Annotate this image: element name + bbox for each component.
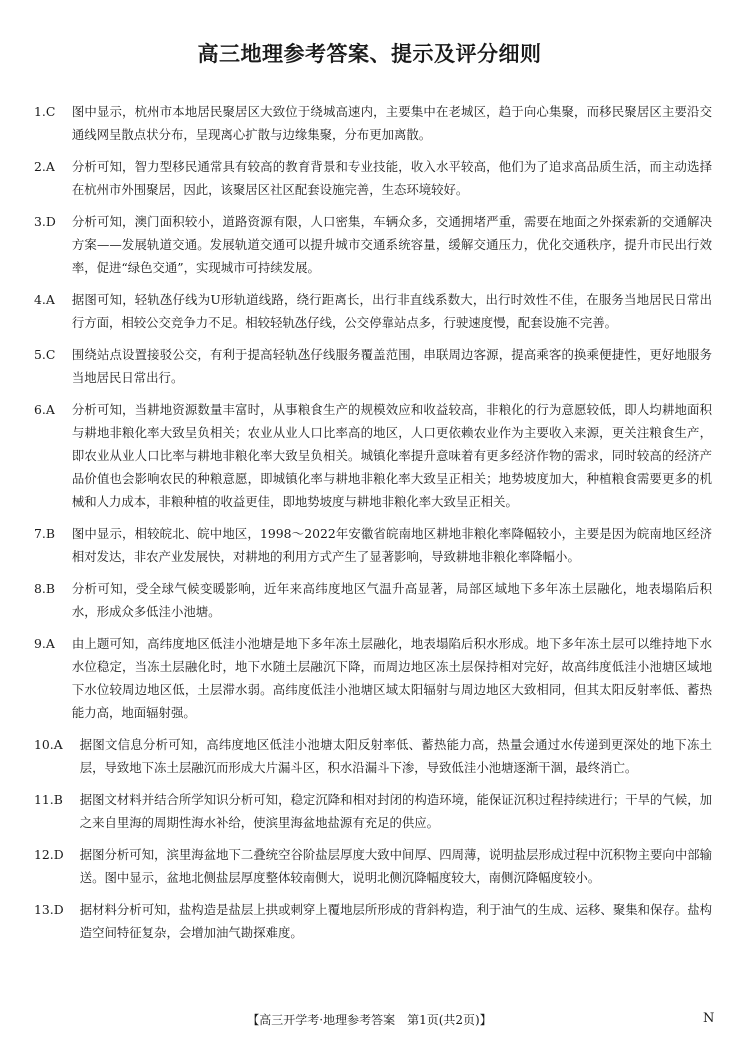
answer-item <box>34 898 712 944</box>
answer-letter: A <box>45 402 55 417</box>
answer-explanation: 分析可知，澳门面积较小，道路资源有限，人口密集，车辆众多，交通拥堵严重，需要在地面之外探索新的交通解决方案——发展轨道交通。发展轨道交通可以提升城市交通系统容量，缓解交通压力，优化交通秩序，提升市民出行效率，促进“绿色交通”，实现城市可持续发展。 <box>71 214 712 275</box>
answer-lead <box>34 522 72 545</box>
question-number: 12. <box>34 847 54 862</box>
answer-lead <box>34 288 72 311</box>
answer-item <box>34 843 712 889</box>
answer-lead <box>34 210 72 233</box>
answer-lead <box>34 788 80 811</box>
answer-letter: A <box>45 292 55 307</box>
answer-item <box>34 155 712 201</box>
answer-item <box>34 733 712 779</box>
question-number: 2. <box>34 159 46 174</box>
answer-lead <box>34 343 72 366</box>
answer-letter: C <box>45 347 56 362</box>
question-number: 4. <box>34 292 46 307</box>
answer-letter: B <box>53 792 63 807</box>
answer-lead <box>34 155 72 178</box>
answer-letter: A <box>45 159 55 174</box>
answer-letter: B <box>45 581 55 596</box>
question-number: 7. <box>34 526 46 541</box>
question-number: 11. <box>34 792 54 807</box>
answer-lead <box>34 733 80 756</box>
answer-letter: A <box>53 737 63 752</box>
question-number: 1. <box>34 104 46 119</box>
question-number: 3. <box>34 214 46 229</box>
answer-lead <box>34 100 72 123</box>
answer-letter: A <box>45 636 55 651</box>
question-number: 13. <box>34 902 54 917</box>
answer-letter: D <box>53 847 64 862</box>
answer-explanation: 分析可知，智力型移民通常具有较高的教育背景和专业技能，收入水平较高，他们为了追求高品质生活，而主动选择在杭州市外围聚居，因此，该聚居区社区配套设施完善，生态环境较好。 <box>71 159 712 197</box>
answer-item <box>34 100 712 146</box>
page-footer: 【高三开学考·地理参考答案 第1页(共2页)】 <box>247 1013 492 1027</box>
answer-item <box>34 398 712 513</box>
answer-explanation: 图中显示，杭州市本地居民聚居区大致位于绕城高速内，主要集中在老城区，趋于向心集聚，而移民聚居区主要沿交通线网呈散点状分布，呈现离心扩散与边缘集聚，分布更加离散。 <box>71 104 712 142</box>
answer-lead <box>34 898 80 921</box>
answer-explanation: 分析可知，当耕地资源数量丰富时，从事粮食生产的规模效应和收益较高，非粮化的行为意愿较低，即人均耕地面积与耕地非粮化率大致呈负相关；农业从业人口比率高的地区，人口更依赖农业作为主要收入来源，更关注粮食生产，即农业从业人口比率与耕地非粮化率大致呈负相关。城镇化率提升意味着有更多经济作物的需求，同时较高的经济产品价值也会影响农民的种粮意愿，即城镇化率与耕地非粮化率大致呈正相关；地势坡度加大，种植粮食需要更多的机械和人力成本，非粮种植的收益更佳，即地势坡度与耕地非粮化率大致呈正相关。 <box>71 402 712 509</box>
question-number: 5. <box>34 347 46 362</box>
version-letter: N <box>703 1011 715 1026</box>
answer-explanation: 据图可知，轻轨氹仔线为U形轨道线路，绕行距离长，出行非直线系数大，出行时效性不佳，在服务当地居民日常出行方面，相较公交竞争力不足。相较轻轨氹仔线，公交停靠站点多，行驶速度慢，配套设施不完善。 <box>71 292 712 330</box>
answer-letter: B <box>45 526 55 541</box>
answer-item <box>34 522 712 568</box>
answer-explanation: 围绕站点设置接驳公交，有利于提高轻轨氹仔线服务覆盖范围，串联周边客源，提高乘客的换乘便捷性，更好地服务当地居民日常出行。 <box>71 347 712 385</box>
answer-explanation: 据图文材料并结合所学知识分析可知，稳定沉降和相对封闭的构造环境，能保证沉积过程持续进行；干旱的气候，加之来自里海的周期性海水补给，使滨里海盆地盐源有充足的供应。 <box>79 792 712 830</box>
answer-item <box>34 788 712 834</box>
answer-explanation: 由上题可知，高纬度地区低洼小池塘是地下多年冻土层融化，地表塌陷后积水形成。地下多年冻土层可以维持地下水水位稳定，当冻土层融化时，地下水随土层融沉下降，而周边地区冻土层保持相对完好，故高纬度低洼小池塘区域地下水位较周边地区低，土层滞水弱。高纬度低洼小池塘区域太阳辐射与周边地区大致相同，但其太阳反射率低、蓄热能力高，地面辐射强。 <box>71 636 712 720</box>
question-number: 9. <box>34 636 46 651</box>
answer-list <box>34 100 712 953</box>
page-title: 高三地理参考答案、提示及评分细则 <box>197 42 542 66</box>
answer-explanation: 图中显示，相较皖北、皖中地区，1998～2022年安徽省皖南地区耕地非粮化率降幅较小，主要是因为皖南地区经济相对发达，非农产业发展快，对耕地的利用方式产生了显著影响，导致耕地非粮化率降幅小。 <box>71 526 712 564</box>
question-number: 8. <box>34 581 46 596</box>
answer-lead <box>34 632 72 655</box>
answer-item <box>34 343 712 389</box>
answer-letter: D <box>45 214 56 229</box>
answer-letter: C <box>45 104 56 119</box>
answer-explanation: 据材料分析可知，盐构造是盐层上拱或刺穿上覆地层所形成的背斜构造，利于油气的生成、运移、聚集和保存。盐构造空间特征复杂，会增加油气勘探难度。 <box>79 902 712 940</box>
question-number: 6. <box>34 402 46 417</box>
answer-explanation: 分析可知，受全球气候变暖影响，近年来高纬度地区气温升高显著，局部区域地下多年冻土层融化，地表塌陷后积水，形成众多低洼小池塘。 <box>71 581 712 619</box>
answer-explanation: 据图文信息分析可知，高纬度地区低洼小池塘太阳反射率低、蓄热能力高，热量会通过水传递到更深处的地下冻土层，导致地下冻土层融沉而形成大片漏斗区，积水沿漏斗下渗，导致低洼小池塘逐渐干涸，最终消亡。 <box>79 737 712 775</box>
answer-letter: D <box>53 902 64 917</box>
answer-lead <box>34 398 72 421</box>
answer-explanation: 据图分析可知，滨里海盆地下二叠统空谷阶盐层厚度大致中间厚、四周薄，说明盐层形成过程中沉积物主要向中部输送。图中显示，盆地北侧盐层厚度整体较南侧大，说明北侧沉降幅度较大，南侧沉降幅度较小。 <box>79 847 712 885</box>
question-number: 10. <box>34 737 54 752</box>
answer-lead <box>34 843 80 866</box>
answer-item <box>34 288 712 334</box>
answer-item <box>34 632 712 724</box>
answer-lead <box>34 577 72 600</box>
answer-item <box>34 577 712 623</box>
answer-item <box>34 210 712 279</box>
